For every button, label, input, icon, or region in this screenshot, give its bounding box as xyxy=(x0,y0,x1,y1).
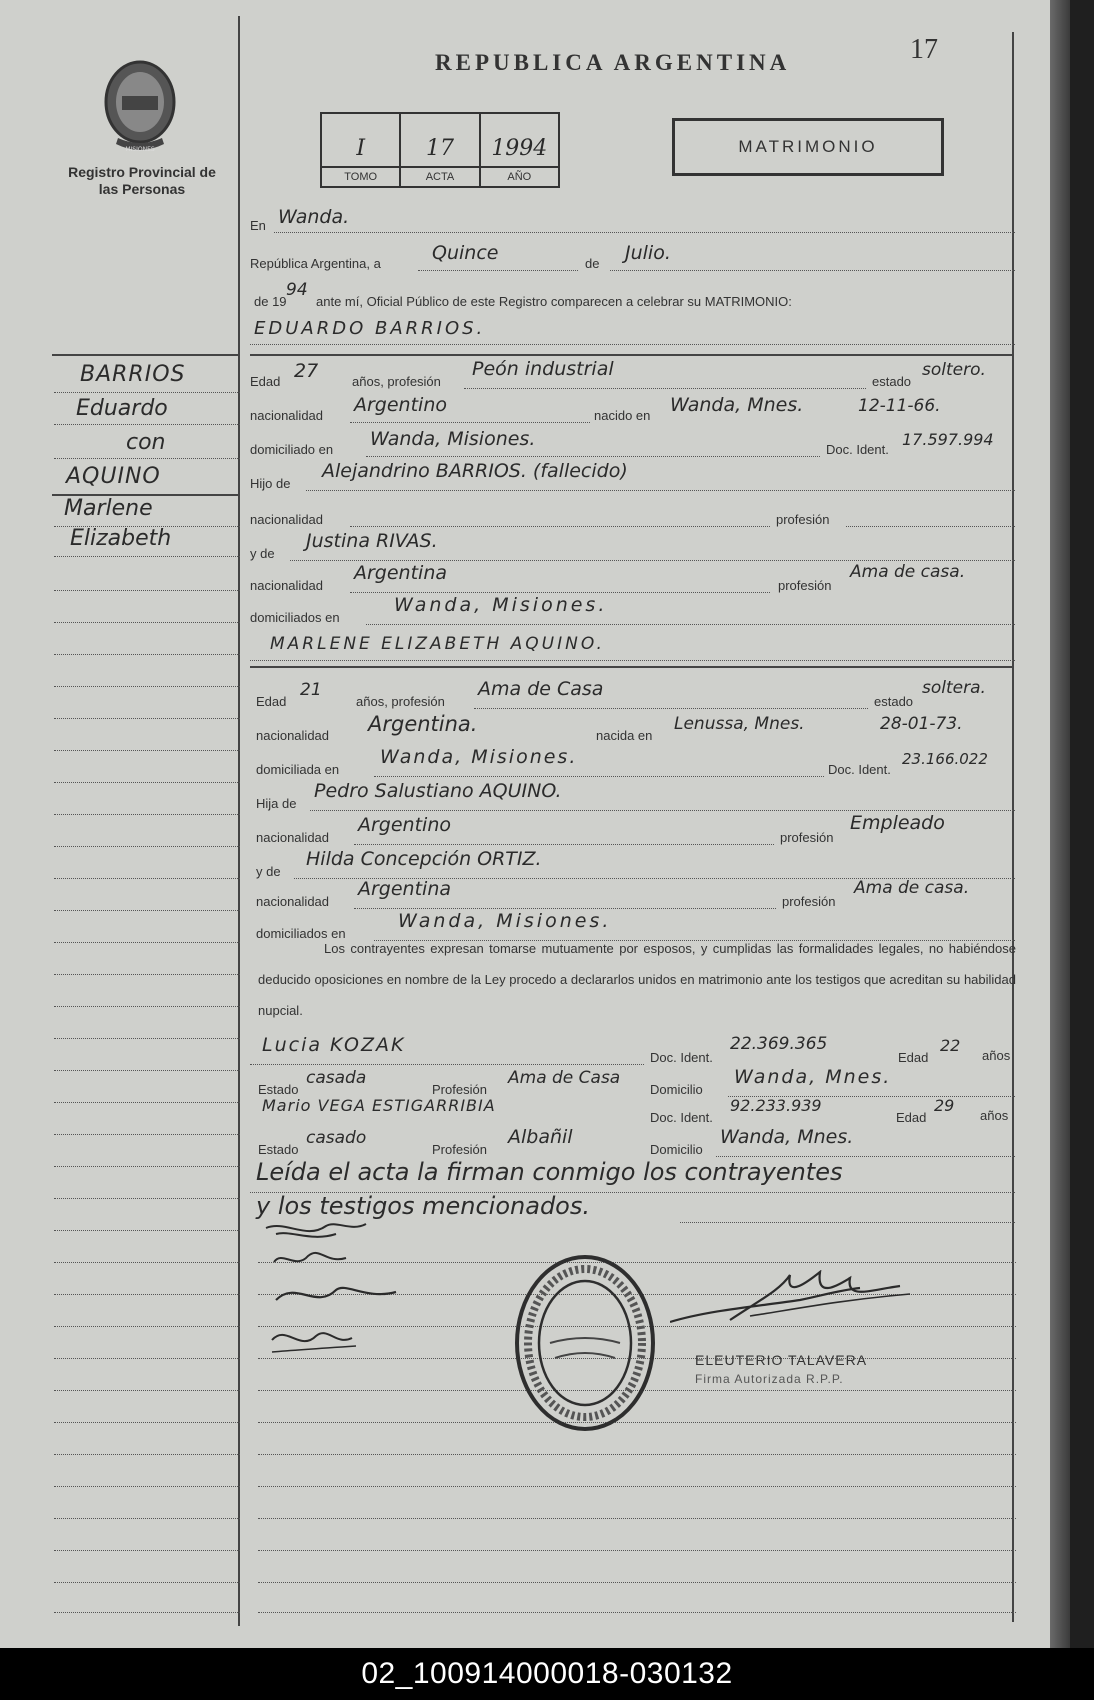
profesion-label: Profesión xyxy=(432,1082,487,1097)
bride-edad-row xyxy=(250,678,1015,709)
anos-label: años xyxy=(980,1108,1009,1123)
groom-doc: 17.597.994 xyxy=(902,430,994,449)
bride-profesion: Ama de Casa xyxy=(478,678,604,700)
acta-value: 17 xyxy=(425,136,454,161)
margin-line xyxy=(54,1070,240,1071)
page-title: REPUBLICA ARGENTINA xyxy=(435,50,791,75)
margin-line xyxy=(54,1454,240,1455)
bride-name-row xyxy=(250,634,1015,660)
nacionalidad-label: nacionalidad xyxy=(250,578,324,593)
profesion-label: profesión xyxy=(776,512,830,527)
witness2-profesion: Albañil xyxy=(508,1126,573,1148)
groom-mother: Justina RIVAS. xyxy=(306,530,438,552)
fill-line xyxy=(350,526,770,527)
nacionalidad-label: nacionalidad xyxy=(256,894,330,909)
closing-line-2: y los testigos mencionados. xyxy=(256,1192,590,1220)
witness2-doc: 92.233.939 xyxy=(730,1096,822,1115)
groom-father-row xyxy=(250,460,1015,491)
estado-label: Estado xyxy=(258,1082,299,1097)
fill-line xyxy=(250,1064,644,1065)
profesion-label: profesión xyxy=(782,894,836,909)
section-divider xyxy=(250,666,1012,668)
official-name: ELEUTERIO TALAVERA xyxy=(695,1352,868,1368)
fill-line xyxy=(250,344,1015,345)
estado-label: estado xyxy=(872,374,912,389)
margin-line xyxy=(54,1422,240,1423)
doc-label: Doc. Ident. xyxy=(650,1110,713,1125)
tomo-label: TOMO xyxy=(322,166,399,186)
margin-line xyxy=(54,590,240,591)
blank-line xyxy=(258,1454,1016,1455)
domicilio-label: Domicilio xyxy=(650,1142,703,1157)
fill-line xyxy=(846,526,1015,527)
witness2-row xyxy=(250,1098,1015,1124)
nacido-label: nacido en xyxy=(594,408,651,423)
fill-line xyxy=(474,708,868,709)
groom-father-nat-row xyxy=(250,500,1015,526)
fill-line xyxy=(418,270,578,271)
domicilio-label: domiciliado en xyxy=(250,442,334,457)
bride-domicilio-row xyxy=(250,746,1015,777)
groom-parents-dom-row xyxy=(250,594,1015,625)
margin-line xyxy=(54,1390,240,1391)
margin-line xyxy=(54,622,240,623)
groom-parents-dom: Wanda, Misiones. xyxy=(394,594,608,616)
witness2-domicilio: Wanda, Mnes. xyxy=(720,1126,854,1148)
bride-mother-nat: Argentina xyxy=(358,878,452,900)
margin-line xyxy=(54,1518,240,1519)
margin-line xyxy=(54,1102,240,1103)
declaration-text: Los contrayentes expresan tomarse mutuamente por esposos, y cumplidas las formalidades legales, no habiéndose deducido oposiciones en nombre de la Ley procedo a declararlos unidos en matrimonio ante los testigos que acreditan su habilidad nupcial. xyxy=(258,941,1016,1018)
registry-name: Registro Provincial de las Personas xyxy=(68,164,216,197)
blank-line xyxy=(258,1582,1016,1583)
groom-domicilio: Wanda, Misiones. xyxy=(370,428,536,450)
bride-fecha-nac: 28-01-73. xyxy=(880,714,963,734)
closing-row-1 xyxy=(250,1158,1015,1190)
witness1-name: Lucia KOZAK xyxy=(262,1034,406,1056)
svg-text:MISIONES: MISIONES xyxy=(125,146,155,153)
margin-line xyxy=(54,1134,240,1135)
edad-label: Edad xyxy=(256,694,287,709)
section-divider xyxy=(250,354,1012,356)
witness2-name: Mario VEGA ESTIGARRIBIA xyxy=(262,1096,496,1115)
contracting-parties-signatures xyxy=(256,1220,406,1380)
margin-line xyxy=(54,718,240,719)
footer-id: 02_100914000018-030132 xyxy=(361,1657,733,1690)
bride-mother-nat-row xyxy=(250,878,1015,909)
witness1-edad: 22 xyxy=(940,1036,961,1055)
en-label: En xyxy=(250,218,266,233)
y-de-label: y de xyxy=(250,546,275,561)
margin-line xyxy=(54,654,240,655)
anos-profesion-label: años, profesión xyxy=(352,374,441,389)
intro-row-place xyxy=(250,208,1015,234)
book-edge xyxy=(1050,0,1070,1648)
margin-groom-surname: BARRIOS xyxy=(80,362,186,387)
margin-line xyxy=(54,750,240,751)
groom-mother-prof: Ama de casa. xyxy=(850,562,966,582)
margin-line xyxy=(54,814,240,815)
margin-line xyxy=(54,1038,240,1039)
official-seal-stamp xyxy=(510,1248,660,1438)
fill-line xyxy=(354,908,776,909)
margin-line xyxy=(54,1326,240,1327)
ano-value: 1994 xyxy=(491,136,548,161)
groom-profesion: Peón industrial xyxy=(472,358,614,380)
document-type-box: MATRIMONIO xyxy=(672,118,944,176)
witness2-estado: casado xyxy=(306,1128,367,1148)
witness1-row xyxy=(250,1034,1015,1065)
hijo-label: Hijo de xyxy=(250,476,291,491)
edad-label: Edad xyxy=(896,1110,927,1125)
intro-row-year xyxy=(250,280,1015,310)
witness1-profesion: Ama de Casa xyxy=(508,1068,621,1088)
edad-label: Edad xyxy=(898,1050,929,1065)
tomo-value: I xyxy=(356,136,366,161)
margin-line xyxy=(54,974,240,975)
fill-line xyxy=(464,388,866,389)
margin-bride-name: Marlene xyxy=(64,496,153,521)
groom-fecha-nac: 12-11-66. xyxy=(858,396,941,416)
comparecen-text: ante mí, Oficial Público de este Registro comparecen a celebrar su MATRIMONIO: xyxy=(316,294,792,309)
nacionalidad-label: nacionalidad xyxy=(256,830,330,845)
month-value: Julio. xyxy=(625,242,671,264)
bride-parents-dom: Wanda, Misiones. xyxy=(398,910,612,932)
groom-nacionalidad-row xyxy=(250,396,1015,422)
witness1-estado: casada xyxy=(306,1068,367,1088)
fill-line xyxy=(354,844,774,845)
margin-line xyxy=(54,846,240,847)
hija-label: Hija de xyxy=(256,796,297,811)
profesion-label: profesión xyxy=(780,830,834,845)
fill-line xyxy=(290,560,1015,561)
bride-nacionalidad-row xyxy=(250,712,1015,743)
province-seal-icon xyxy=(96,58,184,158)
margin-line xyxy=(54,782,240,783)
official-title: Firma Autorizada R.P.P. xyxy=(695,1372,844,1386)
nacida-label: nacida en xyxy=(596,728,653,743)
domiciliados-label: domiciliados en xyxy=(256,926,346,941)
official-signature xyxy=(670,1270,920,1340)
doc-label: Doc. Ident. xyxy=(826,442,889,457)
bride-domicilio: Wanda, Misiones. xyxy=(380,746,578,768)
margin-bride-surname: AQUINO xyxy=(66,464,161,489)
anos-profesion-label: años, profesión xyxy=(356,694,445,709)
margin-line xyxy=(54,1612,240,1613)
groom-mother-nat: Argentina xyxy=(354,562,448,584)
page-number: 17 xyxy=(910,34,938,65)
bride-nacionalidad: Argentina. xyxy=(368,712,478,736)
margin-line xyxy=(54,1294,240,1295)
groom-nacido: Wanda, Mnes. xyxy=(670,394,804,416)
witness2-edad: 29 xyxy=(934,1096,955,1115)
fill-line xyxy=(350,422,590,423)
republica-label: República Argentina, a xyxy=(250,256,381,271)
margin-line xyxy=(54,1550,240,1551)
groom-name-row xyxy=(250,318,1015,344)
intro-row-date xyxy=(250,242,1015,272)
bride-father-nat-row xyxy=(250,812,1015,845)
fill-line xyxy=(610,270,1015,271)
bride-father: Pedro Salustiano AQUINO. xyxy=(314,780,562,802)
fill-line xyxy=(250,660,1015,661)
bride-edad: 21 xyxy=(300,680,322,700)
fill-line xyxy=(310,810,1015,811)
groom-domicilio-row xyxy=(250,430,1015,456)
margin-line xyxy=(54,458,240,459)
margin-line xyxy=(54,392,240,393)
margin-line xyxy=(54,1006,240,1007)
groom-nacionalidad: Argentino xyxy=(354,394,447,416)
acta-label: ACTA xyxy=(401,166,478,186)
fill-line xyxy=(306,490,1015,491)
bride-doc: 23.166.022 xyxy=(902,750,988,768)
witness1-doc: 22.369.365 xyxy=(730,1034,828,1054)
fill-line xyxy=(350,592,770,593)
bride-mother: Hilda Concepción ORTIZ. xyxy=(306,848,542,870)
groom-edad: 27 xyxy=(294,360,319,382)
year-prefix: de 19 xyxy=(254,294,287,309)
margin-line xyxy=(54,1230,240,1231)
estado-label: estado xyxy=(874,694,914,709)
fill-line xyxy=(366,456,820,457)
bride-name: MARLENE ELIZABETH AQUINO. xyxy=(270,634,605,654)
groom-father: Alejandrino BARRIOS. (fallecido) xyxy=(322,460,628,482)
domicilio-label: Domicilio xyxy=(650,1082,703,1097)
blank-line xyxy=(258,1550,1016,1551)
groom-estado: soltero. xyxy=(922,360,986,380)
margin-line xyxy=(54,878,240,879)
profesion-label: Profesión xyxy=(432,1142,487,1157)
doc-label: Doc. Ident. xyxy=(828,762,891,777)
margin-line xyxy=(54,1198,240,1199)
ano-label: AÑO xyxy=(481,166,558,186)
fill-line xyxy=(680,1222,1015,1223)
margin-bride-middle: Elizabeth xyxy=(70,526,172,551)
nacionalidad-label: nacionalidad xyxy=(250,512,324,527)
ano-cell xyxy=(481,114,558,186)
witness1-domicilio: Wanda, Mnes. xyxy=(734,1066,892,1088)
acta-cell xyxy=(401,114,480,186)
fill-line xyxy=(366,624,1015,625)
groom-mother-row xyxy=(250,530,1015,561)
doc-label: Doc. Ident. xyxy=(650,1050,713,1065)
witness2-details-row xyxy=(250,1126,1015,1157)
record-id-box xyxy=(320,112,560,188)
margin-line xyxy=(54,424,240,425)
blank-line xyxy=(258,1518,1016,1519)
margin-line xyxy=(54,1486,240,1487)
year-value: 94 xyxy=(286,280,308,300)
margin-line xyxy=(54,910,240,911)
bride-father-nat: Argentino xyxy=(358,814,451,836)
bride-mother-prof: Ama de casa. xyxy=(854,878,970,898)
bride-mother-row xyxy=(250,848,1015,879)
bride-father-row xyxy=(250,780,1015,811)
blank-line xyxy=(258,1612,1016,1613)
footer-strip xyxy=(0,1648,1094,1700)
tomo-cell xyxy=(322,114,401,186)
profesion-label: profesión xyxy=(778,578,832,593)
margin-line xyxy=(54,1166,240,1167)
fill-line xyxy=(374,776,824,777)
bride-father-prof: Empleado xyxy=(850,812,945,834)
nacionalidad-label: nacionalidad xyxy=(250,408,324,423)
blank-line xyxy=(258,1486,1016,1487)
y-de-label: y de xyxy=(256,864,281,879)
margin-line xyxy=(54,1582,240,1583)
margin-line xyxy=(54,1358,240,1359)
margin-divider xyxy=(238,16,240,1626)
witness1-details-row xyxy=(250,1066,1015,1097)
domicilio-label: domiciliada en xyxy=(256,762,340,777)
domiciliados-label: domiciliados en xyxy=(250,610,340,625)
margin-con: con xyxy=(126,430,166,455)
margin-top-rule xyxy=(52,354,238,356)
edad-label: Edad xyxy=(250,374,281,389)
groom-mother-nat-row xyxy=(250,562,1015,593)
day-value: Quince xyxy=(432,242,499,264)
nacionalidad-label: nacionalidad xyxy=(256,728,330,743)
closing-line-1: Leída el acta la firman conmigo los contrayentes xyxy=(256,1158,843,1186)
fill-line xyxy=(716,1156,1015,1157)
bride-estado: soltera. xyxy=(922,678,986,698)
groom-name: EDUARDO BARRIOS. xyxy=(254,318,486,339)
estado-label: Estado xyxy=(258,1142,299,1157)
fill-line xyxy=(274,232,1015,233)
margin-line xyxy=(54,942,240,943)
groom-edad-row xyxy=(250,358,1015,389)
de-label: de xyxy=(585,256,600,271)
margin-line xyxy=(54,556,240,557)
margin-groom-name: Eduardo xyxy=(76,396,168,421)
place-value: Wanda. xyxy=(278,206,350,228)
bride-nacida: Lenussa, Mnes. xyxy=(674,714,805,734)
margin-line xyxy=(54,686,240,687)
anos-label: años xyxy=(982,1048,1011,1063)
margin-line xyxy=(54,1262,240,1263)
